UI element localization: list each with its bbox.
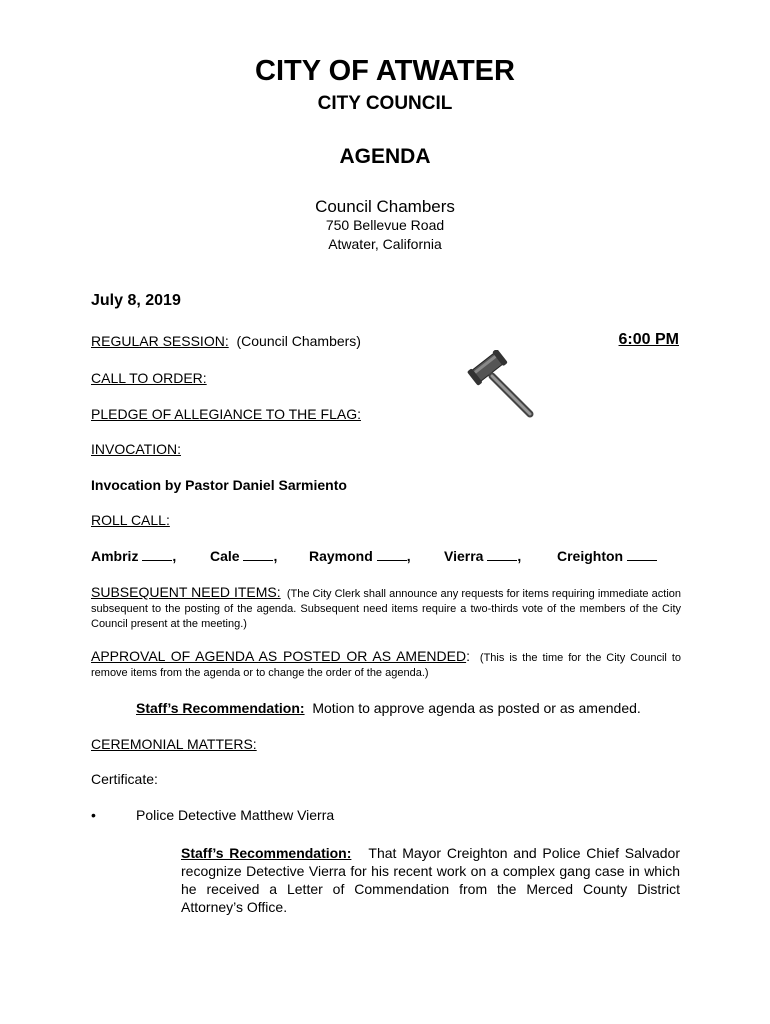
invocation-by: Invocation by Pastor Daniel Sarmiento bbox=[91, 477, 347, 493]
session-location: (Council Chambers) bbox=[236, 333, 361, 349]
subsequent-label: SUBSEQUENT NEED ITEMS: bbox=[91, 584, 281, 600]
roll-call-member: Cale , bbox=[210, 548, 278, 564]
subsequent-text: (The City Clerk shall announce any requests for items requiring immediate action subsequent to the posting of the agenda. Subsequent need items require a two-thirds vote of the members of the City Council present at the meeting.) bbox=[91, 588, 682, 630]
council-title: CITY COUNCIL bbox=[317, 93, 453, 114]
meeting-date: July 8, 2019 bbox=[91, 292, 181, 309]
call-to-order: CALL TO ORDER: bbox=[91, 370, 207, 386]
roll-call-member: Ambriz , bbox=[91, 548, 177, 564]
ceremonial-recommendation bbox=[181, 844, 680, 916]
ceremonial-rec-text: That Mayor Creighton and Police Chief Salvador recognize Detective Vierra for his recent work on a complex gang case in which he received a Letter of Commendation from the Merced County District Attorney’s Office. bbox=[181, 845, 680, 915]
invocation-heading: INVOCATION: bbox=[91, 441, 181, 457]
approval-label: APPROVAL OF AGENDA AS POSTED OR AS AMENDED bbox=[91, 648, 467, 664]
session-time: 6:00 PM bbox=[618, 331, 679, 348]
rec-text: Motion to approve agenda as posted or as amended. bbox=[312, 700, 641, 716]
roll-call-heading: ROLL CALL: bbox=[91, 512, 170, 528]
regular-session bbox=[91, 333, 361, 349]
city-title: CITY OF ATWATER bbox=[255, 55, 515, 87]
agenda-title: AGENDA bbox=[339, 145, 431, 168]
approval-recommendation bbox=[136, 700, 641, 716]
ceremonial-rec-label: Staff’s Recommendation: bbox=[181, 845, 352, 861]
address-line-2: Atwater, California bbox=[328, 236, 442, 252]
venue: Council Chambers bbox=[315, 197, 455, 216]
rec-label: Staff’s Recommendation: bbox=[136, 700, 305, 716]
address-line-1: 750 Bellevue Road bbox=[325, 217, 445, 233]
approval-text: (This is the time for the City Council to remove items from the agenda or to change the order of the agenda.) bbox=[91, 652, 681, 679]
ceremonial-heading: CEREMONIAL MATTERS: bbox=[91, 736, 257, 752]
bullet-icon: • bbox=[91, 807, 96, 823]
roll-call-member: Raymond , bbox=[309, 548, 411, 564]
certificate-label: Certificate: bbox=[91, 771, 158, 787]
roll-call-member: Creighton bbox=[557, 548, 657, 564]
subsequent-need-items bbox=[91, 585, 681, 632]
approval-of-agenda: APPROVAL OF AGENDA AS POSTED OR AS AMENDED: (This is the time for the City Council to remove items from the agenda or to change the order of the agenda.) bbox=[91, 648, 681, 679]
pledge-of-allegiance: PLEDGE OF ALLEGIANCE TO THE FLAG: bbox=[91, 406, 361, 422]
roll-call-member: Vierra , bbox=[444, 548, 522, 564]
gavel-icon bbox=[466, 350, 538, 422]
bullet-item: Police Detective Matthew Vierra bbox=[136, 807, 335, 823]
session-label: REGULAR SESSION: bbox=[91, 333, 229, 349]
